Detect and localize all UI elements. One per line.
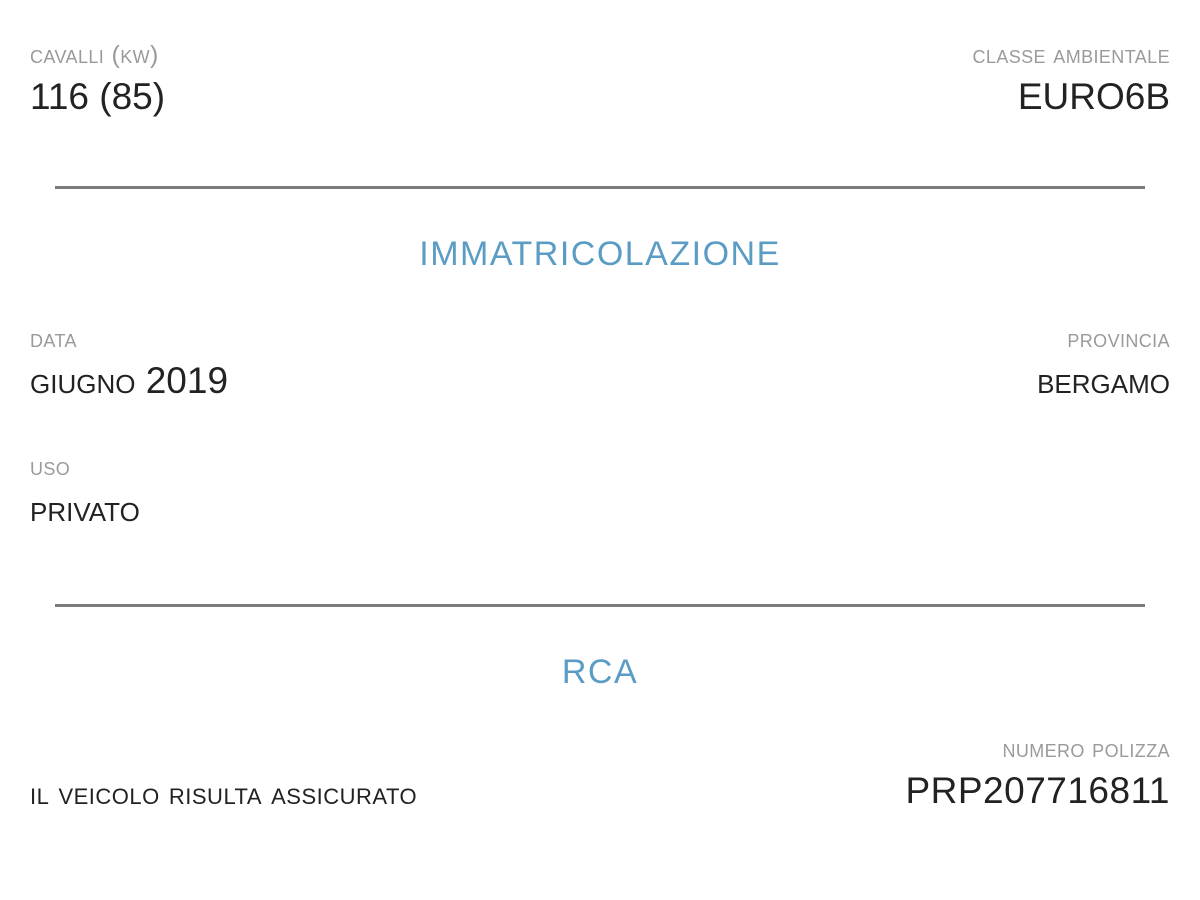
use-value: privato bbox=[30, 487, 140, 529]
spacer-use bbox=[30, 402, 1170, 454]
rca-section-title: RCA bbox=[561, 653, 639, 692]
registration-province-field bbox=[1037, 326, 1170, 402]
registration-province-value: bergamo bbox=[1037, 359, 1170, 401]
registration-date-value: giugno 2019 bbox=[30, 359, 229, 401]
registration-row bbox=[30, 326, 1170, 402]
policy-number-label: numero polizza bbox=[1002, 735, 1170, 764]
use-label: uso bbox=[30, 453, 71, 482]
emission-class-value: EURO6B bbox=[1017, 75, 1170, 117]
registration-date-label: data bbox=[30, 325, 77, 354]
power-value: 116 (85) bbox=[30, 75, 166, 117]
emission-class-field bbox=[973, 42, 1170, 118]
insurance-status-text: il veicolo risulta assicurato bbox=[30, 775, 418, 811]
top-specs-row bbox=[30, 0, 1170, 118]
registration-date-field bbox=[30, 326, 228, 402]
spacer-registration bbox=[30, 274, 1170, 326]
policy-number-field bbox=[905, 736, 1170, 812]
use-field bbox=[30, 454, 140, 530]
policy-number-value: PRP207716811 bbox=[905, 769, 1170, 811]
spacer-before-divider-bottom bbox=[30, 530, 1170, 604]
spacer-after-divider-bottom bbox=[30, 607, 1170, 653]
power-field bbox=[30, 42, 165, 118]
power-label: cavalli (kw) bbox=[30, 41, 159, 69]
use-row bbox=[30, 454, 1170, 530]
rca-row bbox=[30, 736, 1170, 812]
registration-section-title: IMMATRICOLAZIONE bbox=[419, 235, 781, 274]
registration-province-label: provincia bbox=[1067, 325, 1170, 354]
spacer-after-divider-top bbox=[30, 189, 1170, 235]
insurance-status-field bbox=[30, 776, 417, 812]
spacer-rca bbox=[30, 692, 1170, 736]
emission-class-label: classe ambientale bbox=[972, 41, 1170, 69]
spacer-top bbox=[30, 118, 1170, 186]
